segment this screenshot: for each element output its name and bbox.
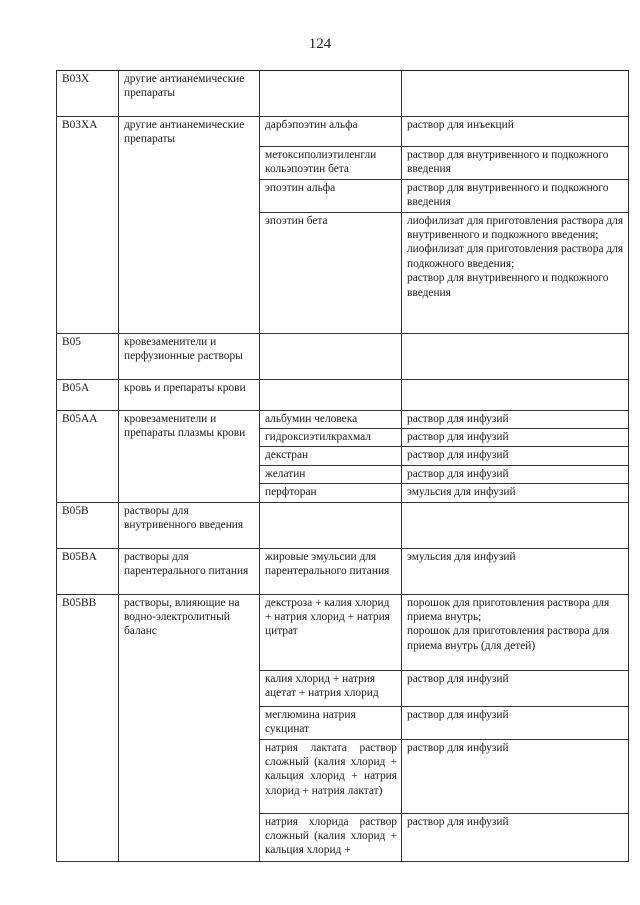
drug-name: калия хлорид + натрия ацетат + натрия хлорид <box>260 670 402 706</box>
table-row <box>57 548 629 594</box>
dosage-form <box>402 212 629 333</box>
drug-classification-table <box>56 70 629 862</box>
atc-group-name: кровезаменители и перфузионные растворы <box>119 333 260 379</box>
atc-group-name: растворы для внутривенного введения <box>119 502 260 548</box>
drug-name <box>260 502 402 548</box>
dosage-form: раствор для внутривенного и подкожного введения <box>402 179 629 212</box>
dosage-form: раствор для инфузий <box>402 739 629 813</box>
dosage-form <box>402 379 629 410</box>
atc-group-name: другие антианемические препараты <box>119 117 260 334</box>
table-row <box>57 379 629 410</box>
dosage-form <box>402 333 629 379</box>
drug-name: декстран <box>260 447 402 465</box>
dosage-form: раствор для внутривенного и подкожного введения <box>402 147 629 180</box>
drug-name: перфторан <box>260 484 402 502</box>
drug-name: метоксиполиэтиленгли кольэпоэтин бета <box>260 147 402 180</box>
drug-name <box>260 379 402 410</box>
drug-name: эпоэтин бета <box>260 212 402 333</box>
drug-name <box>260 71 402 117</box>
atc-code: B05A <box>57 379 119 410</box>
atc-group-name: кровезаменители и препараты плазмы крови <box>119 410 260 502</box>
atc-code: B03X <box>57 71 119 117</box>
dosage-form: раствор для инфузий <box>402 670 629 706</box>
dosage-form: раствор для инфузий <box>402 447 629 465</box>
atc-code: B05BB <box>57 594 119 861</box>
drug-name: меглюмина натрия сукцинат <box>260 706 402 739</box>
dosage-form <box>402 71 629 117</box>
atc-group-name: другие антианемические препараты <box>119 71 260 117</box>
drug-name: дарбэпоэтин альфа <box>260 117 402 147</box>
drug-name <box>260 333 402 379</box>
drug-name: натрия лактата раствор сложный (калия хлорид + кальция хлорид + натрия хлорид + натрия лактат) <box>260 739 402 813</box>
dosage-form: эмульсия для инфузий <box>402 484 629 502</box>
dosage-form: раствор для инъекций <box>402 117 629 147</box>
atc-code: B05 <box>57 333 119 379</box>
dosage-form-line: лиофилизат для приготовления раствора для внутривенного и подкожного введения; <box>407 214 624 242</box>
drug-name: натрия хлорида раствор сложный (калия хлорид + кальция хлорид + <box>260 813 402 861</box>
drug-name: желатин <box>260 465 402 483</box>
dosage-form: раствор для инфузий <box>402 429 629 447</box>
atc-group-name: растворы для парентерального питания <box>119 548 260 594</box>
table-row <box>57 502 629 548</box>
table-row <box>57 71 629 117</box>
dosage-form-line: порошок для приготовления раствора для приема внутрь; <box>407 596 610 624</box>
drug-name: гидроксиэтилкрахмал <box>260 429 402 447</box>
dosage-form: раствор для инфузий <box>402 410 629 428</box>
atc-code: B05AA <box>57 410 119 502</box>
dosage-form-line: порошок для приготовления раствора для приема внутрь (для детей) <box>407 625 610 652</box>
dosage-form <box>402 594 629 670</box>
dosage-form-line: лиофилизат для приготовления раствора для подкожного введения; <box>407 243 624 270</box>
atc-group-name: кровь и препараты крови <box>119 379 260 410</box>
page-number: 124 <box>308 36 332 52</box>
dosage-form: раствор для инфузий <box>402 813 629 861</box>
drug-name: декстроза + калия хлорид + натрия хлорид + натрия цитрат <box>260 594 402 670</box>
atc-code: B03XA <box>57 117 119 334</box>
table-row <box>57 410 629 428</box>
atc-group-name: растворы, влияющие на водно-электролитный баланс <box>119 594 260 861</box>
drug-name: жировые эмульсии для парентерального питания <box>260 548 402 594</box>
dosage-form: раствор для инфузий <box>402 706 629 739</box>
dosage-form-line: раствор для внутривенного и подкожного введения <box>407 272 609 299</box>
drug-name: эпоэтин альфа <box>260 179 402 212</box>
atc-code: B05BA <box>57 548 119 594</box>
dosage-form: раствор для инфузий <box>402 465 629 483</box>
dosage-form: эмульсия для инфузий <box>402 548 629 594</box>
dosage-form <box>402 502 629 548</box>
table-row <box>57 333 629 379</box>
drug-name: альбумин человека <box>260 410 402 428</box>
atc-code: B05B <box>57 502 119 548</box>
table-row <box>57 117 629 147</box>
table-row <box>57 594 629 670</box>
